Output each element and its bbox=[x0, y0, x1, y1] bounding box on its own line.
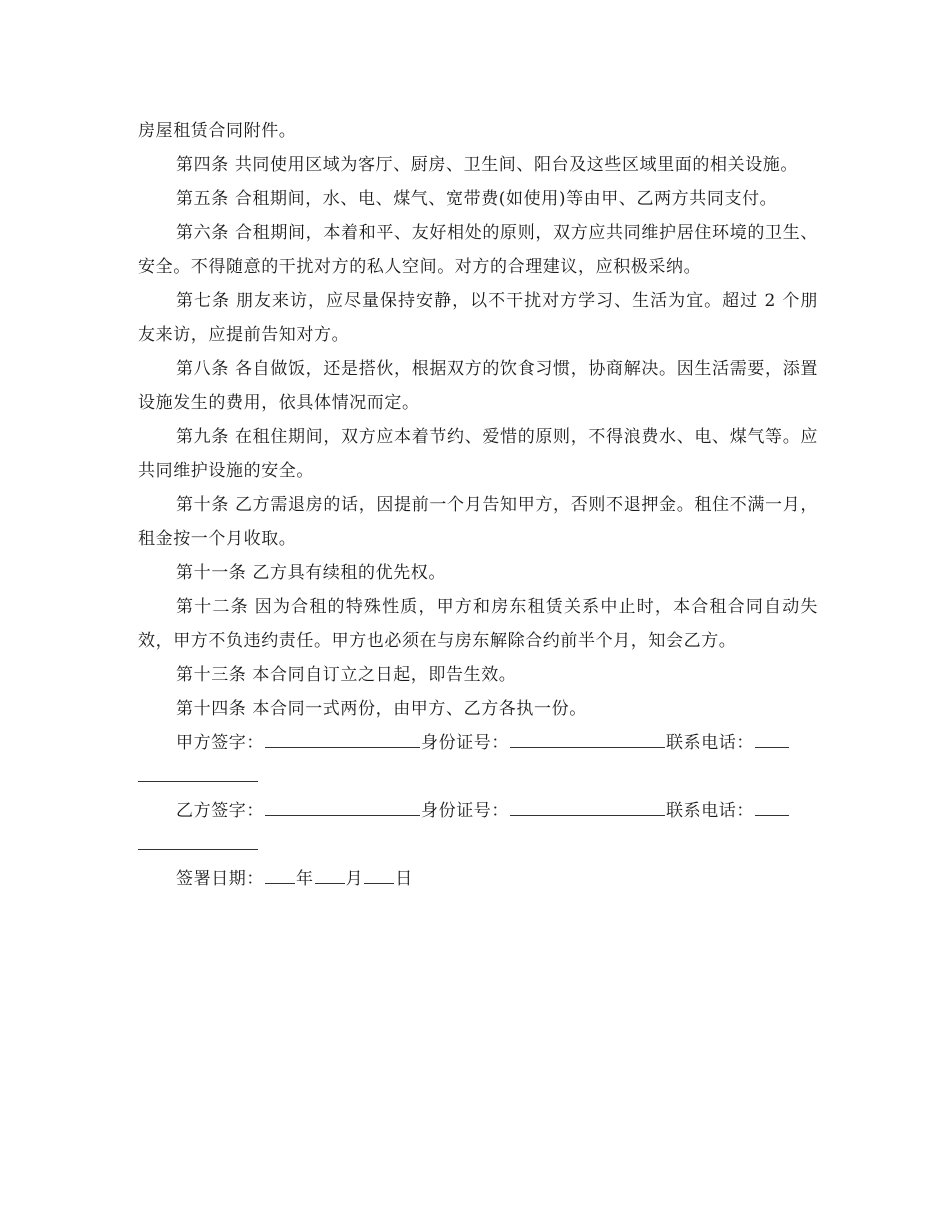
article-label: 第五条 bbox=[176, 189, 229, 209]
party-a-signature-line bbox=[138, 726, 818, 760]
party-b-id-blank[interactable] bbox=[510, 798, 665, 816]
year-label: 年 bbox=[296, 869, 314, 889]
article-4 bbox=[138, 148, 818, 182]
party-a-phone-blank[interactable] bbox=[755, 730, 789, 748]
article-14 bbox=[138, 692, 818, 726]
article-12 bbox=[138, 590, 818, 658]
article-text: 合租期间，水、电、煤气、宽带费(如使用)等由甲、乙两方共同支付。 bbox=[234, 189, 778, 209]
article-9 bbox=[138, 420, 818, 488]
article-text: 本合同自订立之日起，即告生效。 bbox=[252, 665, 517, 685]
article-text: 本合同一式两份，由甲方、乙方各执一份。 bbox=[252, 699, 587, 719]
article-text: 乙方需退房的话，因提前一个月告知甲方，否则不退押金。租住不满一月，租金按一个月收取。 bbox=[138, 495, 818, 549]
article-11 bbox=[138, 556, 818, 590]
article-text: 合租期间，本着和平、友好相处的原则，双方应共同维护居住环境的卫生、安全。不得随意的干扰对方的私人空间。对方的合理建议，应积极采纳。 bbox=[138, 223, 818, 277]
party-a-phone-continuation bbox=[138, 760, 818, 794]
party-b-phone-blank[interactable] bbox=[755, 798, 789, 816]
article-text: 乙方具有续租的优先权。 bbox=[252, 563, 447, 583]
article-7 bbox=[138, 284, 818, 352]
article-text: 在租住期间，双方应本着节约、爱惜的原则，不得浪费水、电、煤气等。应共同维护设施的安全。 bbox=[138, 427, 818, 481]
article-label: 第七条 bbox=[176, 291, 231, 311]
article-text: 因为合租的特殊性质，甲方和房东租赁关系中止时，本合租合同自动失效，甲方不负违约责任。甲方也必须在与房东解除合约前半个月，知会乙方。 bbox=[138, 597, 818, 651]
party-a-id-blank[interactable] bbox=[510, 730, 665, 748]
party-a-phone-blank-cont[interactable] bbox=[138, 764, 258, 782]
party-a-label: 甲方签字： bbox=[176, 733, 264, 753]
article-13 bbox=[138, 658, 818, 692]
article-8 bbox=[138, 352, 818, 420]
party-b-signature-blank[interactable] bbox=[265, 798, 420, 816]
article-text: 共同使用区域为客厅、厨房、卫生间、阳台及这些区域里面的相关设施。 bbox=[234, 155, 799, 175]
contract-body bbox=[138, 114, 818, 896]
article-10 bbox=[138, 488, 818, 556]
article-label: 第六条 bbox=[176, 223, 230, 243]
signing-date-line bbox=[138, 862, 818, 896]
month-label: 月 bbox=[345, 869, 364, 889]
party-b-label: 乙方签字： bbox=[176, 801, 264, 821]
phone-label: 联系电话： bbox=[666, 801, 754, 821]
party-b-phone-continuation bbox=[138, 828, 818, 862]
day-label: 日 bbox=[395, 869, 413, 889]
article-label: 第四条 bbox=[176, 155, 229, 175]
article-text: 朋友来访，应尽量保持安静，以不干扰对方学习、生活为宜。超过 2 个朋友来访，应提前告知对方。 bbox=[138, 291, 818, 345]
lead-line: 房屋租赁合同附件。 bbox=[138, 121, 297, 141]
party-b-signature-line bbox=[138, 794, 818, 828]
article-label: 第十一条 bbox=[176, 563, 247, 583]
article-label: 第十四条 bbox=[176, 699, 247, 719]
article-label: 第八条 bbox=[176, 359, 230, 379]
phone-label: 联系电话： bbox=[666, 733, 754, 753]
id-label: 身份证号： bbox=[421, 801, 509, 821]
month-blank[interactable] bbox=[315, 866, 345, 884]
article-label: 第十二条 bbox=[176, 597, 249, 617]
date-label: 签署日期： bbox=[176, 869, 264, 889]
id-label: 身份证号： bbox=[421, 733, 509, 753]
article-text: 各自做饭，还是搭伙，根据双方的饮食习惯，协商解决。因生活需要，添置设施发生的费用，依具体情况而定。 bbox=[138, 359, 818, 413]
day-blank[interactable] bbox=[364, 866, 394, 884]
article-5 bbox=[138, 182, 818, 216]
article-label: 第九条 bbox=[176, 427, 230, 447]
article-label: 第十条 bbox=[176, 495, 230, 515]
year-blank[interactable] bbox=[265, 866, 295, 884]
article-label: 第十三条 bbox=[176, 665, 247, 685]
party-b-phone-blank-cont[interactable] bbox=[138, 832, 258, 850]
article-6 bbox=[138, 216, 818, 284]
party-a-signature-blank[interactable] bbox=[265, 730, 420, 748]
